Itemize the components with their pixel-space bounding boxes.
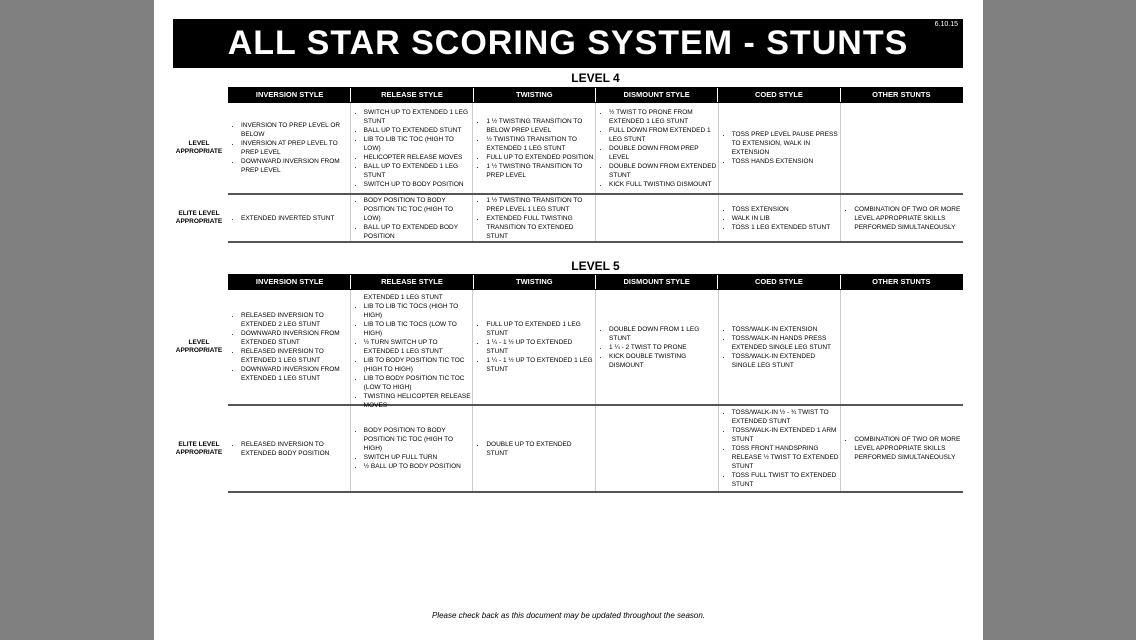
table-cell (473, 103, 596, 193)
skill-item: • LIB TO LIB TIC TOC (HIGH TO LOW) (364, 135, 472, 153)
revision-date: 6.10.15 (934, 21, 958, 28)
level-5-table (175, 274, 963, 493)
skill-list (723, 130, 840, 166)
skill-item: • TOSS FRONT HANDSPRING RELEASE ½ TWIST TO EXTENDED STUNT (732, 444, 840, 471)
skill-item: • TOSS/WALK-IN HANDS PRESS EXTENDED SINGLE LEG STUNT (732, 334, 840, 352)
skill-item: • BODY POSITION TO BODY POSITION TIC TOC (HIGH TO LOW) (364, 196, 472, 223)
table-cell (596, 290, 719, 404)
table-cell (351, 406, 474, 491)
skill-item: • DOUBLE DOWN FROM PREP LEVEL (609, 144, 717, 162)
skill-item: • BALL UP TO EXTENDED 1 LEG STUNT (364, 162, 472, 180)
skill-item: • TOSS HANDS EXTENSION (732, 157, 840, 166)
column-header: TWISTING (474, 88, 596, 102)
column-header: COED STYLE (718, 275, 840, 289)
skill-list (600, 108, 717, 189)
column-header: INVERSION STYLE (229, 88, 351, 102)
skill-item: • INVERSION AT PREP LEVEL TO PREP LEVEL (241, 139, 349, 157)
column-header: DISMOUNT STYLE (596, 88, 718, 102)
table-cell (596, 406, 719, 491)
table-cell (473, 290, 596, 404)
skill-list (232, 214, 334, 223)
table-cell (841, 290, 963, 404)
skill-item: • DOUBLE UP TO EXTENDED STUNT (486, 440, 594, 458)
table-cell (228, 103, 351, 193)
skill-item: • TOSS/WALK-IN EXTENDED SINGLE LEG STUNT (732, 352, 840, 370)
skill-list (845, 435, 962, 462)
table-cell (228, 290, 351, 404)
skill-list (355, 108, 472, 189)
table-cell (228, 195, 351, 241)
column-header: RELEASE STYLE (351, 88, 473, 102)
footer-note: Please check back as this document may be updated throughout the season. (431, 611, 706, 620)
skill-item: • 1 ½ TWISTING TRANSITION TO PREP LEVEL (486, 162, 594, 180)
skill-item: • ½ TWISTING TRANSITION TO EXTENDED 1 LEG STUNT (486, 135, 594, 153)
skill-item: • BALL UP TO EXTENDED BODY POSITION (364, 223, 472, 241)
row-label-level-appropriate: LEVEL APPROPRIATE (175, 140, 223, 155)
skill-item: • TOSS/WALK-IN ½ - ¾ TWIST TO EXTENDED STUNT (732, 408, 840, 426)
table-row-level-appropriate (175, 285, 963, 409)
skill-item: • EXTENDED FULL TWISTING TRANSITION TO EXTENDED STUNT (486, 214, 594, 241)
table-cell (719, 290, 842, 404)
skill-item: • 1 ½ TWISTING TRANSITION TO BELOW PREP LEVEL (486, 117, 594, 135)
table-cell (351, 195, 474, 241)
table-cell (719, 195, 842, 241)
table-cell (473, 406, 596, 491)
page-title: ALL STAR SCORING SYSTEM - STUNTS (227, 24, 909, 62)
skill-item: • DOUBLE DOWN FROM EXTENDED STUNT (609, 162, 717, 180)
title-banner (173, 19, 963, 68)
level-5-heading: LEVEL 5 (571, 259, 620, 273)
skill-item: • DOWNWARD INVERSION FROM EXTENDED 1 LEG STUNT (241, 365, 349, 383)
document-page (154, 0, 983, 640)
table-cell (596, 103, 719, 193)
table-cell (719, 103, 842, 193)
row-label-elite-level-appropriate: ELITE LEVEL APPROPRIATE (175, 440, 223, 456)
skill-item: • SWITCH UP TO EXTENDED 1 LEG STUNT (364, 108, 472, 126)
skill-item: • TOSS/WALK-IN EXTENSION (732, 325, 840, 334)
table-cell (351, 285, 474, 409)
skill-item: • SWITCH UP FULL TURN (364, 453, 472, 462)
skill-item: • DOWNWARD INVERSION FROM PREP LEVEL (241, 157, 349, 175)
skill-item: • SWITCH UP TO BODY POSITION (364, 180, 472, 189)
skill-item: • 1 ½ TWISTING TRANSITION TO PREP LEVEL 1 LEG STUNT (486, 196, 594, 214)
skill-item: • COMBINATION OF TWO OR MORE LEVEL APPROPRIATE SKILLS PERFORMED SIMULTANEOUSLY (854, 435, 962, 462)
column-header: TWISTING (474, 275, 596, 289)
skill-list (355, 426, 472, 471)
skill-item: • 1 ¼ - 1 ½ UP TO EXTENDED 1 LEG STUNT (486, 356, 594, 374)
skill-item: • TWISTING HELICOPTER RELEASE MOVES (364, 392, 472, 410)
skill-item: • TOSS 1 LEG EXTENDED STUNT (732, 223, 830, 232)
skill-item: • RELEASED INVERSION TO EXTENDED 2 LEG STUNT (241, 311, 349, 329)
skill-item: • COMBINATION OF TWO OR MORE LEVEL APPROPRIATE SKILLS PERFORMED SIMULTANEOUSLY (854, 205, 962, 232)
skill-item: • KICK FULL TWISTING DISMOUNT (609, 180, 717, 189)
column-header: OTHER STUNTS (872, 90, 931, 99)
skill-list (723, 408, 840, 489)
skill-item: • LIB TO LIB TIC TOCS (HIGH TO HIGH) (364, 302, 472, 320)
skill-list (355, 196, 472, 241)
skill-list (477, 440, 594, 458)
skill-list (355, 284, 472, 410)
skill-list (477, 196, 594, 241)
skill-item: • ½ TURN SWITCH UP TO EXTENDED 1 LEG STUNT (364, 338, 472, 356)
table-row-level-appropriate (175, 103, 963, 195)
skill-item: • DOUBLE DOWN FROM 1 LEG STUNT (609, 325, 717, 343)
skill-list (477, 320, 594, 374)
table-cell (596, 195, 719, 241)
skill-item: • ½ TWIST TO PRONE FROM EXTENDED 1 LEG STUNT (609, 108, 717, 126)
skill-item: • TOSS PREP LEVEL PAUSE PRESS TO EXTENSION, WALK IN EXTENSION (732, 130, 840, 157)
table-cell (841, 406, 963, 491)
skill-list (232, 440, 349, 458)
skill-list (845, 205, 962, 232)
skill-item: • TOSS EXTENSION (732, 205, 830, 214)
skill-item: • LIB TO BODY POSITION TIC TOC (HIGH TO HIGH) (364, 356, 472, 374)
skill-item: • BODY POSITION TO BODY POSITION TIC TOC (HIGH TO HIGH) (364, 426, 472, 453)
column-header-row (228, 87, 963, 103)
column-header: COED STYLE (718, 88, 840, 102)
column-header-row (228, 274, 963, 290)
skill-item: • FULL UP TO EXTENDED POSITION (486, 153, 594, 162)
skill-item: • BALL UP TO EXTENDED STUNT (364, 126, 472, 135)
skill-item: • LIB TO LIB TIC TOCS (LOW TO HIGH) (364, 320, 472, 338)
skill-item: • TOSS/WALK-IN EXTENDED 1 ARM STUNT (732, 426, 840, 444)
skill-item: • ½ BALL UP TO BODY POSITION (364, 462, 472, 471)
skill-item: • KICK DOUBLE TWISTING DISMOUNT (609, 352, 717, 370)
skill-list (723, 325, 840, 370)
skill-item: • LIB TO BODY POSITION TIC TOC (LOW TO HIGH) (364, 374, 472, 392)
table-cell (841, 195, 963, 241)
skill-item: • DOWNWARD INVERSION FROM EXTENDED STUNT (241, 329, 349, 347)
row-label-level-appropriate: LEVEL APPROPRIATE (175, 339, 223, 354)
skill-list (232, 121, 349, 175)
column-header: RELEASE STYLE (351, 275, 473, 289)
table-cell (351, 103, 474, 193)
skill-item: • ½ TURN SWITCH UP TO EXTENDED 1 LEG STUNT (364, 284, 472, 302)
skill-item: • TOSS FULL TWIST TO EXTENDED STUNT (732, 471, 840, 489)
skill-item: • FULL UP TO EXTENDED 1 LEG STUNT (486, 320, 594, 338)
row-label-elite-level-appropriate: ELITE LEVEL APPROPRIATE (175, 210, 223, 225)
skill-item: • FULL DOWN FROM EXTENDED 1 LEG STUNT (609, 126, 717, 144)
skill-item: • HELICOPTER RELEASE MOVES (364, 153, 472, 162)
table-row-elite-level-appropriate (175, 195, 963, 243)
column-header: DISMOUNT STYLE (596, 275, 718, 289)
skill-item: • WALK IN LIB (732, 214, 830, 223)
table-cell (719, 406, 842, 491)
skill-list (600, 325, 717, 370)
table-row-elite-level-appropriate (175, 406, 963, 493)
table-cell (473, 195, 596, 241)
skill-item: • 1 ¼ - 1 ½ UP TO EXTENDED STUNT (486, 338, 594, 356)
skill-item: • EXTENDED INVERTED STUNT (241, 214, 334, 223)
skill-item: • 1 ¼ - 2 TWIST TO PRONE (609, 343, 717, 352)
skill-item: • RELEASED INVERSION TO EXTENDED BODY POSITION (241, 440, 349, 458)
skill-list (232, 311, 349, 383)
column-header: INVERSION STYLE (229, 275, 351, 289)
level-4-heading: LEVEL 4 (571, 71, 620, 85)
skill-item: • RELEASED INVERSION TO EXTENDED 1 LEG STUNT (241, 347, 349, 365)
skill-list (723, 205, 830, 232)
table-cell (228, 406, 351, 491)
level-4-table (175, 87, 963, 243)
skill-item: • INVERSION TO PREP LEVEL OR BELOW (241, 121, 349, 139)
column-header: OTHER STUNTS (872, 277, 931, 286)
table-cell (841, 103, 963, 193)
skill-list (477, 117, 594, 180)
